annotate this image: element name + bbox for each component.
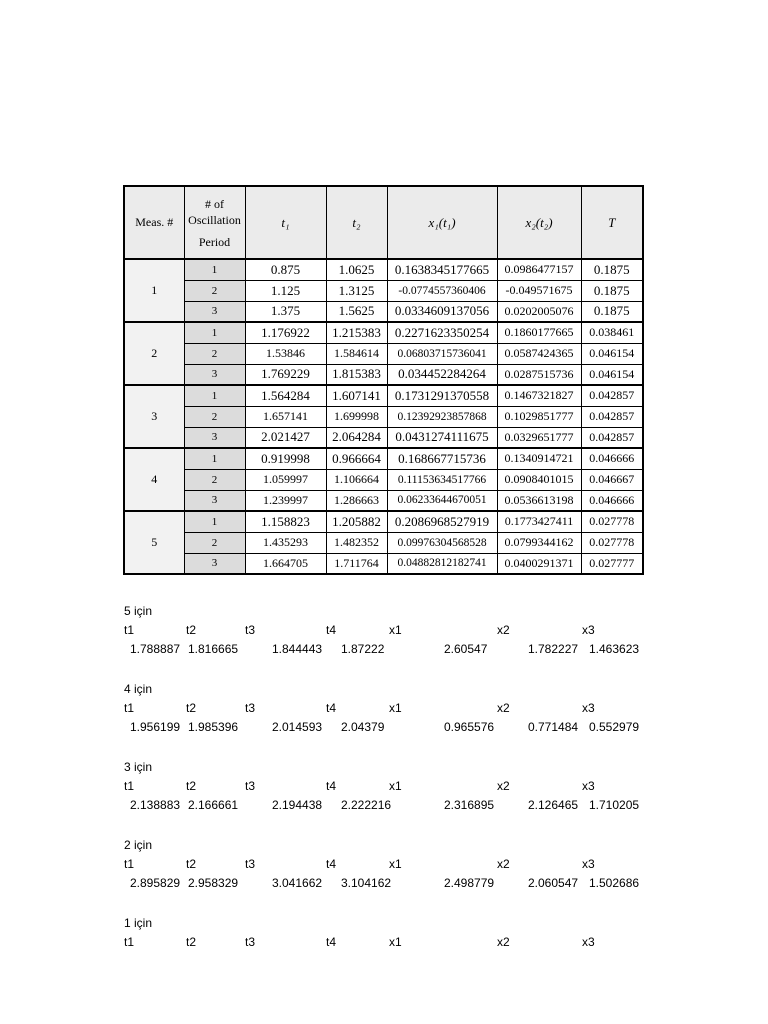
- table-row: [124, 343, 643, 364]
- x1-cell: 0.034452284264: [387, 364, 497, 385]
- table-row: [124, 322, 643, 343]
- osc-cell: 1: [184, 385, 245, 406]
- t2-cell: 1.482352: [326, 532, 387, 553]
- t2-cell: 0.966664: [326, 448, 387, 469]
- x2-cell: 0.1467321827: [497, 385, 581, 406]
- note-value: 2.316895: [444, 798, 495, 812]
- x2-cell: 0.1340914721: [497, 448, 581, 469]
- period-cell: 0.1875: [581, 280, 643, 301]
- osc-cell: 3: [184, 301, 245, 322]
- osc-cell: 2: [184, 469, 245, 490]
- osc-cell: 2: [184, 532, 245, 553]
- table-row: [124, 385, 643, 406]
- note-value: 2.194438: [272, 798, 323, 812]
- t1-cell: 1.769229: [245, 364, 326, 385]
- header-osc-mid: Oscillation: [188, 212, 241, 227]
- note-column-head: t1: [124, 857, 135, 871]
- meas-number-cell: 3: [124, 385, 184, 448]
- t1-cell: 1.375: [245, 301, 326, 322]
- measurement-table: [123, 185, 644, 575]
- note-column-head: t4: [326, 857, 337, 871]
- t1-cell: 1.059997: [245, 469, 326, 490]
- period-cell: 0.046666: [581, 448, 643, 469]
- note-column-head: t3: [245, 779, 256, 793]
- t1-cell: 2.021427: [245, 427, 326, 448]
- t1-cell: 1.176922: [245, 322, 326, 343]
- t2-cell: 1.3125: [326, 280, 387, 301]
- meas-number-cell: 4: [124, 448, 184, 511]
- x1-cell: -0.0774557360406: [387, 280, 497, 301]
- note-value: 2.166661: [188, 798, 239, 812]
- header-x1: x₁(t₁): [387, 186, 497, 259]
- period-cell: 0.038461: [581, 322, 643, 343]
- period-cell: 0.046666: [581, 490, 643, 511]
- osc-cell: 1: [184, 448, 245, 469]
- note-value: 1.463623: [589, 642, 640, 656]
- t2-cell: 1.215383: [326, 322, 387, 343]
- note-title: 4 için: [124, 682, 153, 696]
- x1-cell: 0.0334609137056: [387, 301, 497, 322]
- header-T: T: [581, 186, 643, 259]
- x1-cell: 0.2271623350254: [387, 322, 497, 343]
- table-row: [124, 301, 643, 322]
- note-column-head: x2: [497, 857, 510, 871]
- note-value: 1.985396: [188, 720, 239, 734]
- t2-cell: 1.815383: [326, 364, 387, 385]
- note-value: 2.498779: [444, 876, 495, 890]
- table-row: [124, 364, 643, 385]
- table-row: [124, 490, 643, 511]
- note-value: 0.771484: [528, 720, 579, 734]
- t1-cell: 0.919998: [245, 448, 326, 469]
- note-column-head: t4: [326, 701, 337, 715]
- osc-cell: 1: [184, 511, 245, 532]
- note-column-head: t2: [186, 623, 197, 637]
- note-column-head: t2: [186, 779, 197, 793]
- t1-cell: 1.657141: [245, 406, 326, 427]
- t2-cell: 1.0625: [326, 259, 387, 280]
- note-value: 3.041662: [272, 876, 323, 890]
- x2-cell: 0.1029851777: [497, 406, 581, 427]
- note-value: 0.552979: [589, 720, 640, 734]
- x1-cell: 0.09976304568528: [387, 532, 497, 553]
- note-title: 1 için: [124, 916, 153, 930]
- x2-cell: 0.0329651777: [497, 427, 581, 448]
- note-value: 1.844443: [272, 642, 323, 656]
- note-value: 1.788887: [130, 642, 181, 656]
- meas-number-cell: 2: [124, 322, 184, 385]
- period-cell: 0.046154: [581, 343, 643, 364]
- note-value: 2.895829: [130, 876, 181, 890]
- t1-cell: 1.53846: [245, 343, 326, 364]
- t2-cell: 1.699998: [326, 406, 387, 427]
- header-t1: t₁: [245, 186, 326, 259]
- table-row: [124, 406, 643, 427]
- t1-cell: 1.158823: [245, 511, 326, 532]
- note-value: 1.87222: [341, 642, 385, 656]
- osc-cell: 3: [184, 364, 245, 385]
- note-column-head: t1: [124, 779, 135, 793]
- t1-cell: 1.564284: [245, 385, 326, 406]
- t2-cell: 2.064284: [326, 427, 387, 448]
- x2-cell: 0.1860177665: [497, 322, 581, 343]
- header-x2: x₂(t₂): [497, 186, 581, 259]
- note-title: 3 için: [124, 760, 153, 774]
- note-value: 2.222216: [341, 798, 392, 812]
- note-column-head: x3: [582, 857, 595, 871]
- note-column-head: x1: [389, 857, 402, 871]
- period-cell: 0.042857: [581, 427, 643, 448]
- note-column-head: x1: [389, 935, 402, 949]
- period-cell: 0.1875: [581, 259, 643, 280]
- note-value: 2.60547: [444, 642, 488, 656]
- table-row: [124, 448, 643, 469]
- header-osc-bot: Period: [198, 234, 231, 249]
- t1-cell: 1.125: [245, 280, 326, 301]
- t2-cell: 1.584614: [326, 343, 387, 364]
- measurement-group: [124, 385, 643, 448]
- note-column-head: t2: [186, 701, 197, 715]
- note-column-head: t1: [124, 623, 135, 637]
- measurement-group: [124, 448, 643, 511]
- note-column-head: x2: [497, 779, 510, 793]
- osc-cell: 2: [184, 343, 245, 364]
- note-value: 2.014593: [272, 720, 323, 734]
- note-block: [124, 758, 684, 836]
- x2-cell: -0.049571675: [497, 280, 581, 301]
- note-block: [124, 836, 684, 914]
- period-cell: 0.042857: [581, 406, 643, 427]
- period-cell: 0.046667: [581, 469, 643, 490]
- note-column-head: x1: [389, 701, 402, 715]
- t1-cell: 1.664705: [245, 553, 326, 574]
- note-column-head: t2: [186, 935, 197, 949]
- note-column-head: t1: [124, 935, 135, 949]
- osc-cell: 2: [184, 406, 245, 427]
- t1-cell: 1.435293: [245, 532, 326, 553]
- note-value: 2.04379: [341, 720, 385, 734]
- note-value: 0.965576: [444, 720, 495, 734]
- meas-number-cell: 5: [124, 511, 184, 574]
- x2-cell: 0.0587424365: [497, 343, 581, 364]
- x1-cell: 0.1638345177665: [387, 259, 497, 280]
- note-block: [124, 602, 684, 680]
- note-value: 1.816665: [188, 642, 239, 656]
- table-row: [124, 259, 643, 280]
- period-cell: 0.027777: [581, 553, 643, 574]
- note-column-head: x1: [389, 779, 402, 793]
- osc-cell: 3: [184, 553, 245, 574]
- note-value: 1.502686: [589, 876, 640, 890]
- period-cell: 0.042857: [581, 385, 643, 406]
- header-meas: Meas. #: [124, 186, 184, 259]
- x2-cell: 0.0908401015: [497, 469, 581, 490]
- measurement-group: [124, 511, 643, 574]
- x1-cell: 0.11153634517766: [387, 469, 497, 490]
- period-cell: 0.027778: [581, 511, 643, 532]
- note-column-head: x3: [582, 779, 595, 793]
- table-row: [124, 511, 643, 532]
- note-value: 1.782227: [528, 642, 579, 656]
- note-column-head: x3: [582, 701, 595, 715]
- table-row: [124, 532, 643, 553]
- x2-cell: 0.0202005076: [497, 301, 581, 322]
- x1-cell: 0.06233644670051: [387, 490, 497, 511]
- note-column-head: t1: [124, 701, 135, 715]
- t2-cell: 1.106664: [326, 469, 387, 490]
- note-block: [124, 914, 684, 992]
- note-value: 2.126465: [528, 798, 579, 812]
- note-column-head: x1: [389, 623, 402, 637]
- note-column-head: x3: [582, 935, 595, 949]
- x1-cell: 0.04882812182741: [387, 553, 497, 574]
- table-header-row: [124, 186, 643, 259]
- note-column-head: t3: [245, 701, 256, 715]
- x2-cell: 0.0986477157: [497, 259, 581, 280]
- x2-cell: 0.0287515736: [497, 364, 581, 385]
- x2-cell: 0.0536613198: [497, 490, 581, 511]
- note-column-head: t3: [245, 623, 256, 637]
- osc-cell: 1: [184, 259, 245, 280]
- note-column-head: t4: [326, 779, 337, 793]
- note-column-head: x2: [497, 623, 510, 637]
- note-title: 5 için: [124, 604, 153, 618]
- note-column-head: t4: [326, 935, 337, 949]
- osc-cell: 1: [184, 322, 245, 343]
- x2-cell: 0.0799344162: [497, 532, 581, 553]
- osc-cell: 3: [184, 490, 245, 511]
- x1-cell: 0.0431274111675: [387, 427, 497, 448]
- t1-cell: 1.239997: [245, 490, 326, 511]
- x1-cell: 0.2086968527919: [387, 511, 497, 532]
- note-block: [124, 680, 684, 758]
- period-cell: 0.046154: [581, 364, 643, 385]
- period-cell: 0.027778: [581, 532, 643, 553]
- note-value: 2.138883: [130, 798, 181, 812]
- t2-cell: 1.205882: [326, 511, 387, 532]
- header-oscillation-period: [184, 186, 245, 259]
- period-cell: 0.1875: [581, 301, 643, 322]
- x1-cell: 0.1731291370558: [387, 385, 497, 406]
- measurement-group: [124, 322, 643, 385]
- x1-cell: 0.168667715736: [387, 448, 497, 469]
- header-osc-top: # of: [205, 196, 224, 211]
- note-value: 1.956199: [130, 720, 181, 734]
- t2-cell: 1.711764: [326, 553, 387, 574]
- table-row: [124, 280, 643, 301]
- note-value: 3.104162: [341, 876, 392, 890]
- note-column-head: x2: [497, 935, 510, 949]
- note-title: 2 için: [124, 838, 153, 852]
- note-column-head: t4: [326, 623, 337, 637]
- table-row: [124, 553, 643, 574]
- note-value: 1.710205: [589, 798, 640, 812]
- table-row: [124, 427, 643, 448]
- note-value: 2.958329: [188, 876, 239, 890]
- note-column-head: t2: [186, 857, 197, 871]
- x1-cell: 0.12392923857868: [387, 406, 497, 427]
- x1-cell: 0.06803715736041: [387, 343, 497, 364]
- note-column-head: t3: [245, 857, 256, 871]
- meas-number-cell: 1: [124, 259, 184, 322]
- note-column-head: t3: [245, 935, 256, 949]
- t2-cell: 1.286663: [326, 490, 387, 511]
- table-row: [124, 469, 643, 490]
- note-value: 2.060547: [528, 876, 579, 890]
- note-column-head: x3: [582, 623, 595, 637]
- header-t2: t₂: [326, 186, 387, 259]
- measurement-group: [124, 259, 643, 322]
- t2-cell: 1.607141: [326, 385, 387, 406]
- x2-cell: 0.0400291371: [497, 553, 581, 574]
- note-column-head: x2: [497, 701, 510, 715]
- t2-cell: 1.5625: [326, 301, 387, 322]
- osc-cell: 2: [184, 280, 245, 301]
- notes-section: [124, 602, 684, 992]
- x2-cell: 0.1773427411: [497, 511, 581, 532]
- osc-cell: 3: [184, 427, 245, 448]
- t1-cell: 0.875: [245, 259, 326, 280]
